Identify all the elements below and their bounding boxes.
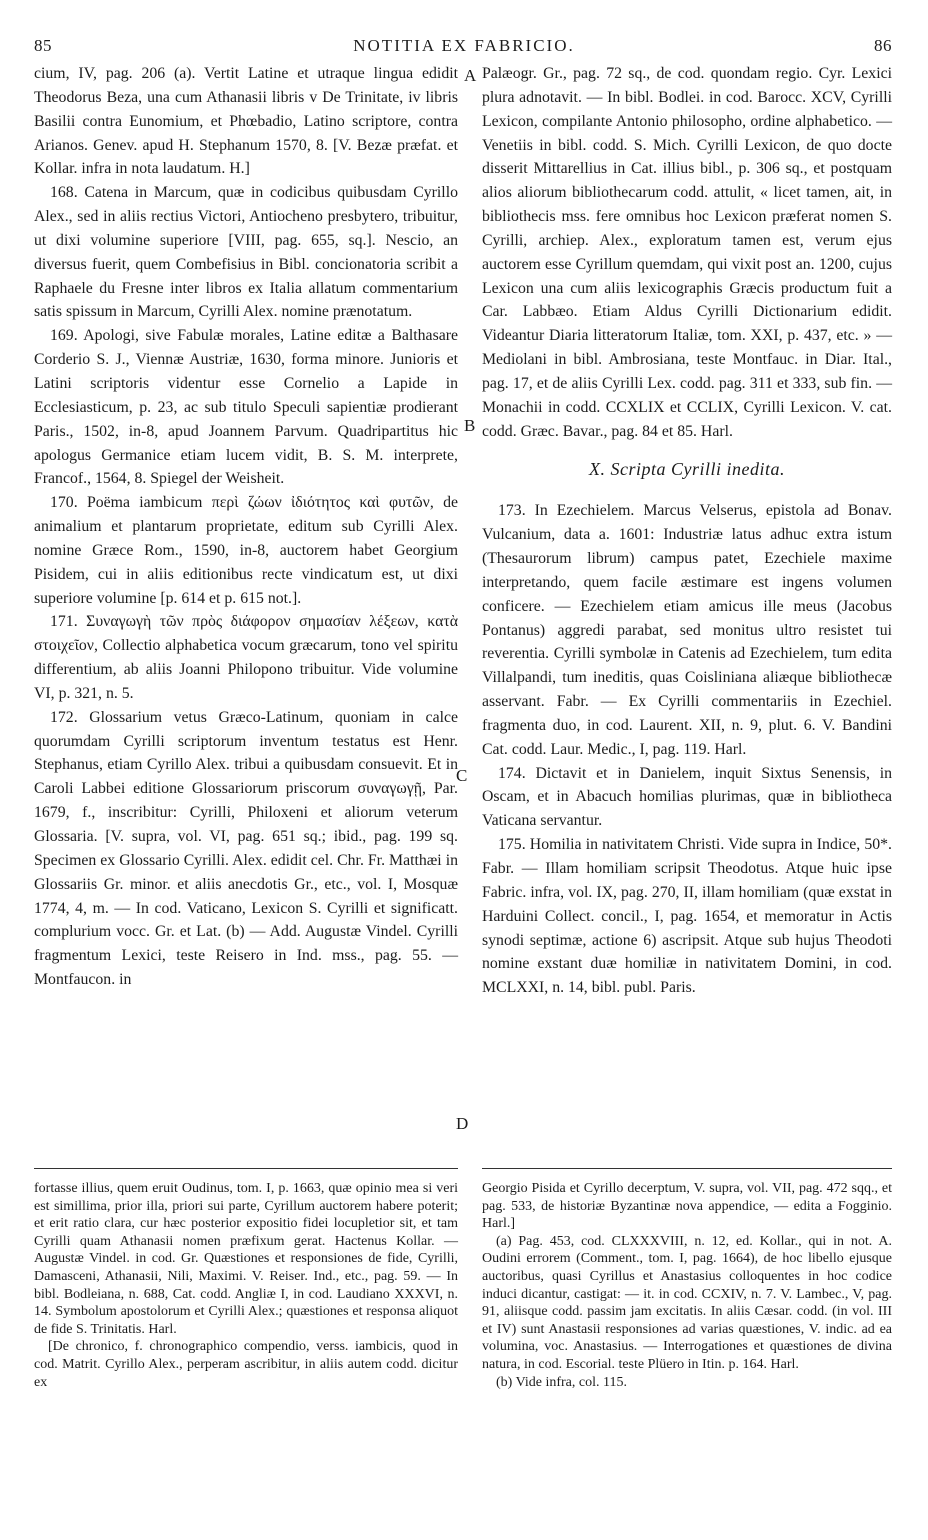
margin-letter-b: B <box>464 416 476 435</box>
entry-172-continuation: Palæogr. Gr., pag. 72 sq., de cod. quondam regio. Cyr. Lexici plura adnotavit. — In bibl. Bodlei. in cod. Barocc. XCV, Cyrilli Lexicon, compilante Antonio philosopho, ordine alphabetico. — Venetiis in bibl. codd. S. Mich. Cyrilli Lexicon, de quo docte disserit Mittarellius in Cat. illius bibl., p. 306 sq., et postquam alios aliorum bibliothecarum codd. attulit, « licet tamen, ait, in bibliothecis mss. fere omnibus hoc Lexicon præferat nomen S. Cyrilli, archiep. Alex., exploratum tamen est, verum ejus auctorem esse Cyrillum quemdam, qui vixit post an. 1200, cujus Lexicon una cum aliis lexicographis Græcis productum fuit a Car. Labbæo. Etiam Aldus Cyrilli Dictionarium edidit. Videantur Diaria litteratorum Italiæ, tom. XXI, p. 437, etc. » — Mediolani in bibl. Ambrosiana, teste Montfauc. in Diar. Ital., pag. 17, et de aliis Cyrilli Lex. codd. pag. 311 et 333, sub fin. — Monachii in codd. CCXLIX et CCLIX, Cyrilli Lexicon. V. cat. codd. Græc. Bavar., pag. 84 et 85. Harl. <box>482 65 892 440</box>
entry-169: 169. Apologi, sive Fabulæ morales, Latine editæ a Balthasare Corderio S. J., Viennæ Austriæ, 1630, forma minore. Junioris et Latini scriptoris videntur esse Cornelio a Lapide in Ecclesiasticum, p. 23, ac sub titulo Speculi sapientiæ prodierant Paris., 1502, in-8, apud Joannem Parvum. Quadripartitus hic apologus Germanice etiam lucem vidit, B. S. M. interprete, Francof., 1564, 8. Spiegel der Weisheit. <box>34 327 458 488</box>
right-column <box>482 62 892 1000</box>
page-number-left: 85 <box>34 36 52 55</box>
footnote-b: (b) Vide infra, col. 115. <box>496 1374 627 1390</box>
entry-175: 175. Homilia in nativitatem Christi. Vide supra in Indice, 50*. Fabr. — Illam homiliam scripsit Theodotus. Atque huic ipse Fabric. infra, vol. IX, pag. 270, II, illam homiliam (quæ exstat in Harduini Collect. concil., I, pag. 1654, et memoratur in Actis synodi septimæ, actione 6) ascripsit. Atque sub hujus Theodoti nomine exstant duæ homiliæ in nativitatem Domini, in cod. MCLXXI, n. 14, bibl. publ. Paris. <box>482 836 892 997</box>
entry-continuation: cium, IV, pag. 206 (a). Vertit Latine et utraque lingua edidit Theodorus Beza, una cum Athanasii libris v De Trinitate, iv libris Basilii contra Eunomium, et Phœbadio, Latino scriptore, contra Arianos. Genev. apud H. Stephanum 1570, 8. [V. Bezæ præfat. et Kollar. infra in nota laudatum. H.] <box>34 65 458 178</box>
left-column <box>34 62 458 992</box>
footnotes-left <box>34 1180 458 1391</box>
margin-letter-d: D <box>456 1114 469 1133</box>
entry-173: 173. In Ezechielem. Marcus Velserus, epistola ad Bonav. Vulcanium, data a. 1601: Industriæ latus adhuc extra istum (Thesaurorum librum) campus patet, Ezechiele maxime interpretando, quem facile æstimare est ingens volumen conficere. — Ezechielem etiam amicus ille meus (Jacobus Pontanus) aggredi parabat, sed monitus ultro resistet tui reverentia. Cyrilli symbolæ in Catenis ad Ezechielem, tum edita Villalpandi, tum ineditis, quas Coisliniana aliæque bibliothecæ asservant. Fabr. — Ex Cyrilli commentariis in Ezechiel. fragmenta duo, in cod. Laurent. XII, n. 9, plut. 6. V. Bandini Cat. codd. Laur. Medic., I, pag. 119. Harl. <box>482 502 892 758</box>
footnotes-right <box>482 1180 892 1391</box>
footnote-rule-right <box>482 1168 892 1169</box>
margin-letter-a: A <box>464 66 477 85</box>
footnote-text: fortasse illius, quem eruit Oudinus, tom. I, p. 1663, quæ opinio mea si veri est simillima, prior illa, priori sui parte, Cyrillum auctorem habere poterit; et erit ratio clara, cur hæc posterior expositio fidei locupletior sit, et tam Cyrilli quam Athanasii nomen præfixum gerat. Hactenus Kollar. — Augustæ Vindel. in cod. Gr. Quæstiones et responsiones de fide, Cyrilli, Damasceni, Athanasii, Nili, Maximi. V. Reiser. Ind., etc., pag. 59. — In bibl. Bodleiana, n. 688, Cat. codd. Angliæ I, in cod. Laudiano XXXVI, n. 14. Symbolum apostolorum et Cyrilli Alex.; quæstiones et responsa aliquot de fide S. Trinitatis. Harl. <box>34 1181 458 1337</box>
entry-172: 172. Glossarium vetus Græco-Latinum, quoniam in calce quorumdam Cyrilli scriptorum inventum testatus est Henr. Stephanus, etiam Cyrillo Alex. tribui a quibusdam consuevit. Et in Caroli Labbei editione Glossariorum priscorum συναγωγῇ, Par. 1679, f., inscribitur: Cyrilli, Philoxeni et aliorum veterum Glossaria. [V. supra, vol. VI, pag. 651 sq.; ibid., pag. 199 sq. Specimen ex Glossario Cyrilli. Alex. edidit cel. Chr. Fr. Matthæi in Glossariis Gr. minor. et aliis anecdotis Gr., etc., vol. I, Mosquæ 1774, 4, m. — In cod. Vaticano, Lexicon S. Cyrilli et significatt. complurium vocc. Gr. et Lat. (b) — Add. Augustæ Vindel. Cyrilli fragmentum Lexici, teste Reisero in Ind. mss., pag. 55. — Montfaucon. in <box>34 708 458 989</box>
page-header <box>0 36 928 58</box>
entry-174: 174. Dictavit et in Danielem, inquit Sixtus Senensis, in Oscam, et in Abacuch homilias plurimas, quæ in bibliotheca Vaticana servantur. <box>482 764 892 830</box>
page-number-right: 86 <box>874 36 892 55</box>
entry-170: 170. Poëma iambicum περὶ ζώων ἰδιότητος καὶ φυτῶν, de animalium et plantarum proprietate, editum sub Cyrilli Alex. nomine Græce Rom., 1590, in-8, auctorem habet Georgium Pisidem, cui in aliis editionibus recte vindicatum est, ut dixi superiore volumine [p. 614 et p. 615 not.]. <box>34 494 458 607</box>
entry-168: 168. Catena in Marcum, quæ in codicibus quibusdam Cyrillo Alex., sed in aliis rectius Victori, Antiocheno presbytero, tribuitur, ut dixi volumine superiore [VIII, pag. 655, sq.]. Nescio, an diversus fuerit, quem Combefisius in Bibl. concionatoria scribit a Raphaele du Fresne inter libros ex Italia allatum commentarium satis spissum in Marcum, Cyrilli Alex. nomine prænotatum. <box>34 184 458 321</box>
entry-171: 171. Συναγωγὴ τῶν πρὸς διάφορον σημασίαν λέξεων, κατὰ στοιχεῖον, Collectio alphabetica vocum græcarum, tono vel spiritu differentium, ab aliis Joanni Philopono tribuitur. Vide volumine VI, p. 321, n. 5. <box>34 613 458 702</box>
footnote-a: (a) Pag. 453, cod. CLXXXVIII, n. 12, ed. Kollar., qui in not. A. Oudini errorem (Comment., tom. I, pag. 1664), de hoc libello ejusque auctoribus, quasi Cyrillus et Anastasius colloquentes in hoc codice induci dicantur, castigat: — it. in cod. CCXIV, n. 7. V. Lambec., V, pag. 91, aliisque codd. passim jam excitatis. In aliis Cæsar. codd. (in vol. III et IV) sunt Anastasii responsiones ad varias quæstiones, V. indic. ad ea volumina, voc. Anastasius. — Interrogationes et quæstiones de divina natura, in cod. Escorial. teste Plüero in Itin. p. 164. Harl. <box>482 1233 892 1372</box>
footnote-text: Georgio Pisida et Cyrillo decerptum, V. supra, vol. VII, pag. 472 sqq., et pag. 533, de historiæ Byzantinæ nova appendice, — edita a Fogginio. Harl.] <box>482 1181 892 1232</box>
margin-letter-c: C <box>456 766 468 785</box>
section-heading: X. Scripta Cyrilli inedita. <box>589 458 785 479</box>
footnote-text: [De chronico, f. chronographico compendio, verss. iambicis, quod in cod. Matrit. Cyrillo Alex., perperam ascribitur, in aliis autem codd. dicitur ex <box>34 1339 458 1390</box>
footnote-rule-left <box>34 1168 458 1169</box>
running-title: NOTITIA EX FABRICIO. <box>353 36 575 55</box>
